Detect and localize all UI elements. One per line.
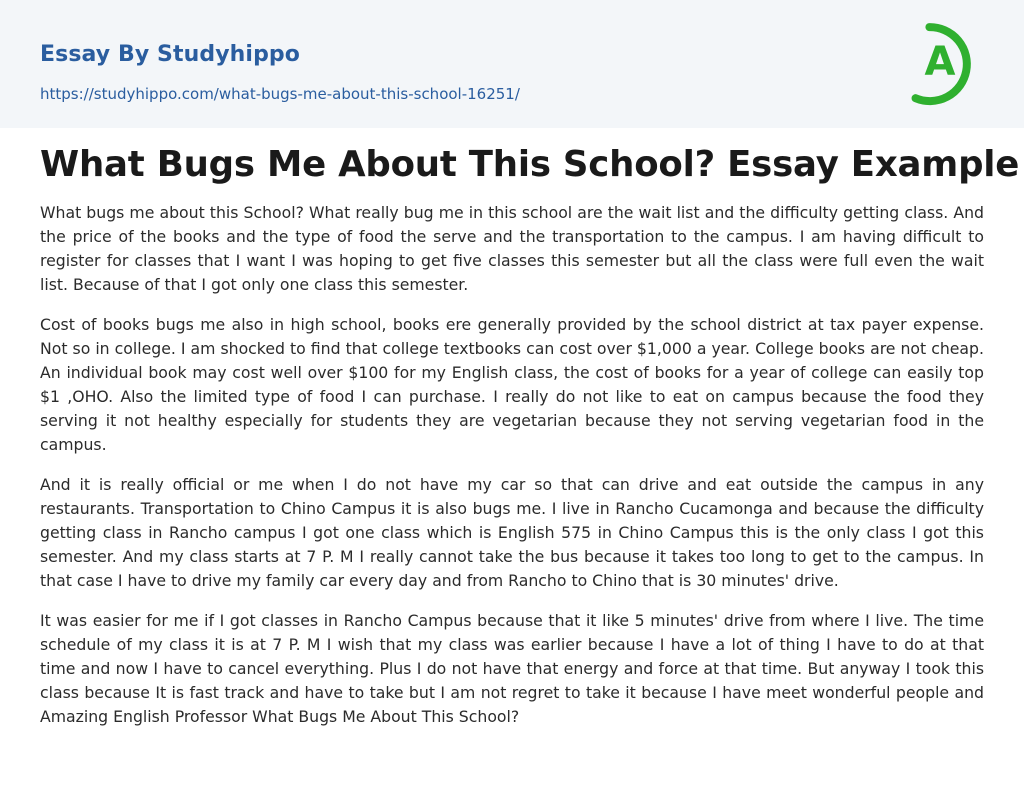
- studyhippo-logo-icon[interactable]: [906, 18, 990, 108]
- site-header: [0, 0, 1024, 128]
- logo-letter: A: [924, 39, 956, 85]
- essay-paragraph-4: It was easier for me if I got classes in Rancho Campus because that it like 5 minutes' drive from where I live. The time schedule of my class it is at 7 P. M I wish that my class was earlier because I have a lot of thing I have to do at that time and now I have to cancel everything. Plus I do not have that energy and force at that time. But anyway I took this class because It is fast track and have to take but I am not regret to take it because I have meet wonderful people and Amazing English Professor What Bugs Me About This School?: [40, 611, 984, 726]
- essay-body: [40, 201, 984, 745]
- essay-url-link[interactable]: https://studyhippo.com/what-bugs-me-about-this-school-16251/: [40, 85, 520, 103]
- essay-paragraph-2: Cost of books bugs me also in high school, books ere generally provided by the school district at tax payer expense. Not so in college. I am shocked to find that college textbooks can cost over $1,000 a year. College books are not cheap. An individual book may cost well over $100 for my English class, the cost of books for a year of college can easily top $1 ,OHO. Also the limited type of food I can purchase. I really do not like to eat on campus because the food they serving it not healthy especially for students they are vegetarian because they not serving vegetarian food in the campus.: [40, 315, 984, 454]
- site-brand[interactable]: Essay By Studyhippo: [40, 42, 300, 67]
- essay-paragraph-1: What bugs me about this School? What really bug me in this school are the wait list and the difficulty getting class. And the price of the books and the type of food the serve and the transportation to the campus. I am having difficult to register for classes that I want I was hoping to get five classes this semester but all the class were full even the wait list. Because of that I got only one class this semester.: [40, 203, 984, 294]
- page-title: What Bugs Me About This School? Essay Example: [40, 144, 1020, 185]
- essay-paragraph-3: And it is really official or me when I do not have my car so that can drive and eat outside the campus in any restaurants. Transportation to Chino Campus it is also bugs me. I live in Rancho Cucamonga and because the difficulty getting class in Rancho campus I got one class which is English 575 in Chino Campus this is the only class I got this semester. And my class starts at 7 P. M I really cannot take the bus because it takes too long to get to the campus. In that case I have to drive my family car every day and from Rancho to Chino that is 30 minutes' drive.: [40, 475, 984, 590]
